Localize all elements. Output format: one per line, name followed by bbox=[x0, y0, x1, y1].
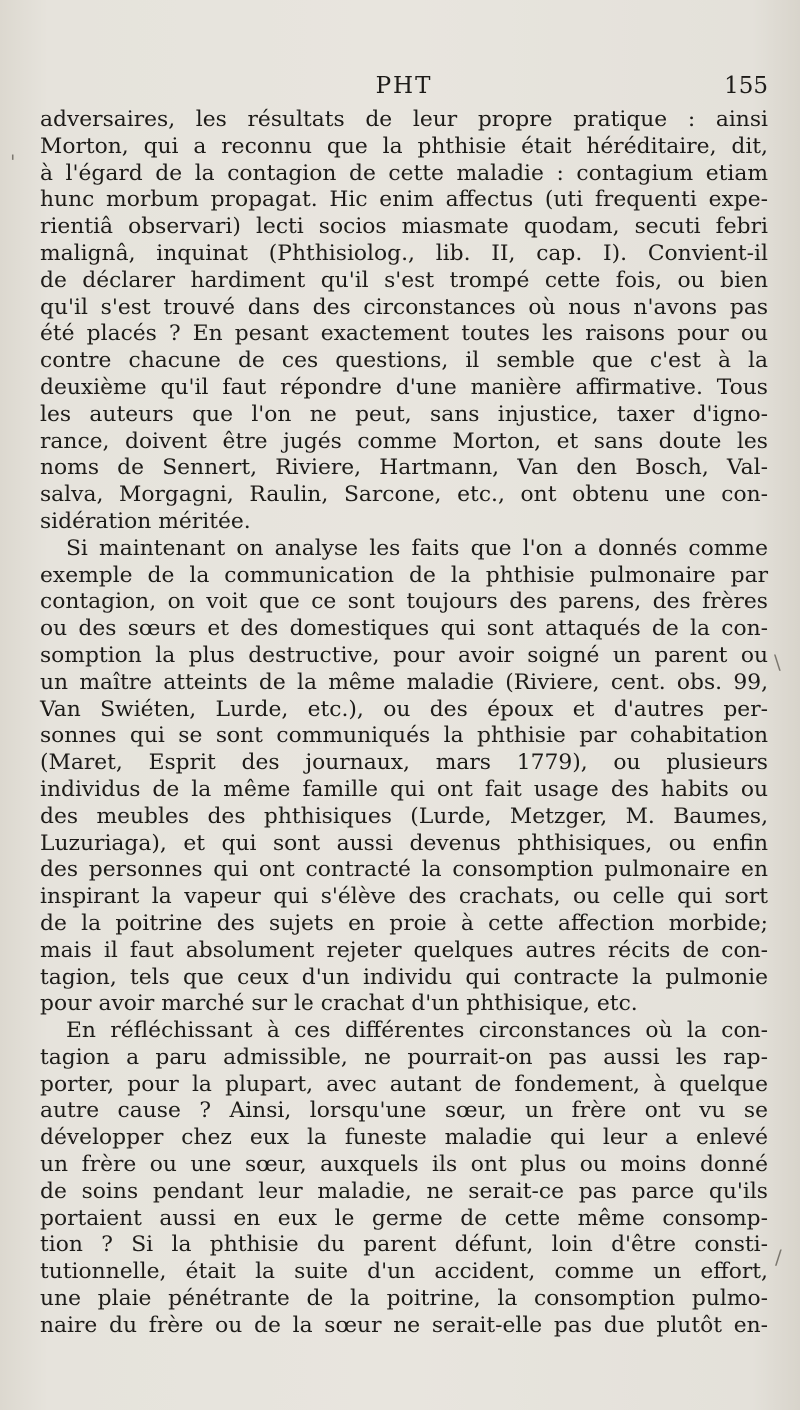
page-number: 155 bbox=[724, 73, 768, 99]
text-line: autre cause ? Ainsi, lorsqu'une sœur, un frère ont vu se bbox=[40, 1098, 768, 1124]
text-line: Morton, qui a reconnu que la phthisie était héréditaire, dit, bbox=[40, 133, 768, 159]
text-line: Van Swiéten, Lurde, etc.), ou des époux et d'autres per- bbox=[40, 696, 768, 722]
text-line: (Maret, Esprit des journaux, mars 1779), ou plusieurs bbox=[40, 750, 768, 776]
text-line: naire du frère ou de la sœur ne serait-elle pas due plutôt en- bbox=[40, 1312, 768, 1338]
text-line: contagion, on voit que ce sont toujours des parens, des frères bbox=[40, 589, 768, 615]
text-line: qu'il s'est trouvé dans des circonstances où nous n'avons pas bbox=[40, 294, 768, 320]
text-line: ou des sœurs et des domestiques qui sont attaqués de la con- bbox=[40, 616, 768, 642]
text-line: exemple de la communication de la phthisie pulmonaire par bbox=[40, 562, 768, 588]
paragraph-first-line: En réfléchissant à ces différentes circonstances où la con- bbox=[66, 1018, 768, 1044]
margin-tick: / bbox=[775, 1245, 782, 1269]
text-line: rientiâ observari) lecti socios miasmate quodam, secuti febri bbox=[40, 214, 768, 240]
running-head: PHT bbox=[375, 73, 433, 99]
text-line: des personnes qui ont contracté la consomption pulmonaire en bbox=[40, 857, 768, 883]
paragraph-first-line: Si maintenant on analyse les faits que l'on a donnés comme bbox=[66, 535, 768, 561]
text-line: adversaires, les résultats de leur propre pratique : ainsi bbox=[40, 107, 768, 132]
text-line: été placés ? En pesant exactement toutes les raisons pour ou bbox=[40, 321, 768, 347]
text-line: de déclarer hardiment qu'il s'est trompé cette fois, ou bien bbox=[40, 267, 768, 293]
text-line: malignâ, inquinat (Phthisiolog., lib. II, cap. I). Convient-il bbox=[40, 240, 768, 266]
text-line: mais il faut absolument rejeter quelques autres récits de con- bbox=[40, 937, 768, 963]
text-line: de la poitrine des sujets en proie à cette affection morbide; bbox=[40, 910, 768, 936]
text-line: développer chez eux la funeste maladie qui leur a enlevé bbox=[40, 1125, 768, 1151]
body-text bbox=[40, 107, 768, 1340]
text-line: portaient aussi en eux le germe de cette même consomp- bbox=[40, 1205, 768, 1231]
text-line: hunc morbum propagat. Hic enim affectus (uti frequenti expe- bbox=[40, 187, 768, 213]
text-line: un maître atteints de la même maladie (Riviere, cent. obs. 99, bbox=[40, 669, 768, 695]
text-line: deuxième qu'il faut répondre d'une manière affirmative. Tous bbox=[40, 374, 768, 400]
text-line: un frère ou une sœur, auxquels ils ont plus ou moins donné bbox=[40, 1152, 768, 1178]
page-header bbox=[40, 73, 768, 107]
text-line: rance, doivent être jugés comme Morton, et sans doute les bbox=[40, 428, 768, 454]
text-line: noms de Sennert, Riviere, Hartmann, Van den Bosch, Val- bbox=[40, 455, 768, 481]
text-line: les auteurs que l'on ne peut, sans injustice, taxer d'igno- bbox=[40, 401, 768, 427]
text-line: pour avoir marché sur le crachat d'un phthisique, etc. bbox=[40, 991, 638, 1017]
text-line: inspirant la vapeur qui s'élève des crachats, ou celle qui sort bbox=[40, 884, 768, 910]
text-line: une plaie pénétrante de la poitrine, la consomption pulmo- bbox=[40, 1286, 768, 1312]
text-line: salva, Morgagni, Raulin, Sarcone, etc., ont obtenu une con- bbox=[40, 482, 768, 508]
text-line: contre chacune de ces questions, il semble que c'est à la bbox=[40, 348, 768, 374]
text-line: tagion, tels que ceux d'un individu qui contracte la pulmonie bbox=[40, 964, 768, 990]
text-line: porter, pour la plupart, avec autant de fondement, à quelque bbox=[40, 1071, 768, 1097]
text-line: individus de la même famille qui ont fait usage des habits ou bbox=[40, 776, 768, 802]
text-line: tutionnelle, était la suite d'un accident, comme un effort, bbox=[40, 1259, 768, 1285]
margin-tick: ' bbox=[10, 150, 16, 174]
text-line: des meubles des phthisiques (Lurde, Metzger, M. Baumes, bbox=[40, 803, 768, 829]
text-line: tagion a paru admissible, ne pourrait-on pas aussi les rap- bbox=[40, 1044, 768, 1070]
text-line: de soins pendant leur maladie, ne serait-ce pas parce qu'ils bbox=[40, 1178, 768, 1204]
text-line: tion ? Si la phthisie du parent défunt, loin d'être consti- bbox=[40, 1232, 768, 1258]
text-line: somption la plus destructive, pour avoir soigné un parent ou bbox=[40, 642, 768, 668]
text-line: à l'égard de la contagion de cette maladie : contagium etiam bbox=[40, 160, 768, 186]
margin-tick: \ bbox=[774, 650, 781, 674]
text-line: sonnes qui se sont communiqués la phthisie par cohabitation bbox=[40, 723, 768, 749]
text-line: sidération méritée. bbox=[40, 508, 251, 534]
text-line: Luzuriaga), et qui sont aussi devenus phthisiques, ou enfin bbox=[40, 830, 768, 856]
